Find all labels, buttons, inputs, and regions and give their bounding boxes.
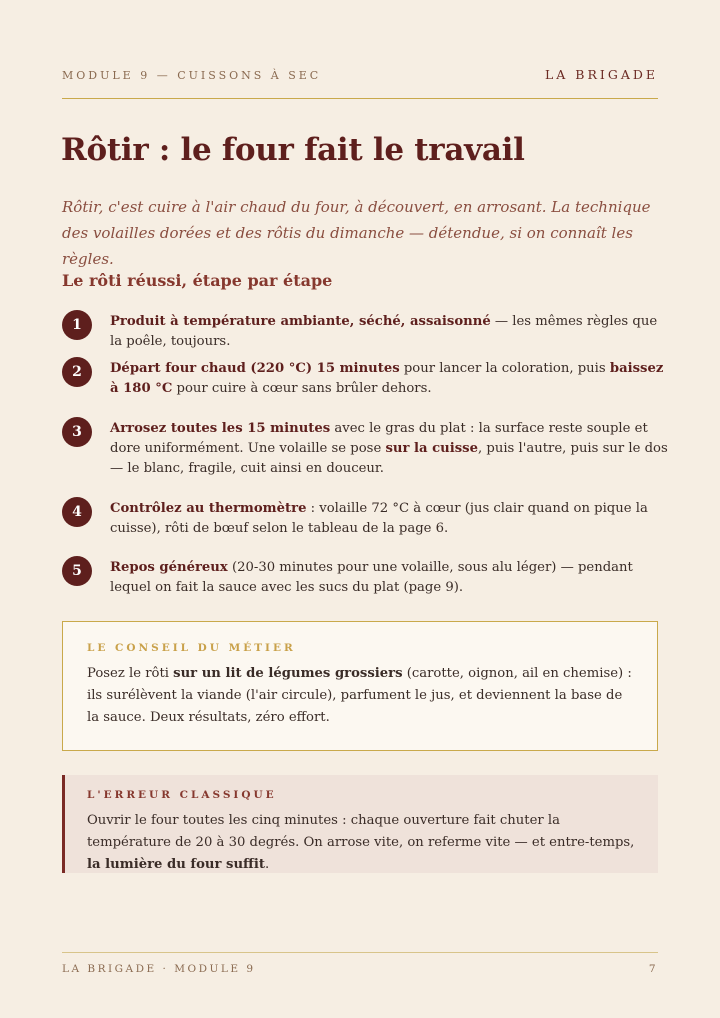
step-item bbox=[62, 419, 672, 479]
step-item bbox=[62, 558, 672, 598]
warning-callout-title: L'ERREUR CLASSIQUE bbox=[87, 789, 277, 801]
step-text bbox=[110, 419, 672, 479]
footer-label: LA BRIGADE · MODULE 9 bbox=[62, 963, 256, 975]
step-item bbox=[62, 499, 672, 539]
step-item bbox=[62, 312, 672, 352]
step-emphasis: Arrosez toutes les 15 minutes bbox=[110, 421, 331, 436]
page-title: Rôtir : le four fait le travail bbox=[61, 132, 525, 168]
page-number: 7 bbox=[648, 963, 658, 975]
step-emphasis: sur la cuisse bbox=[385, 441, 479, 456]
warning-callout-text bbox=[87, 810, 636, 876]
warning-emphasis: la lumière du four suffit bbox=[87, 857, 265, 872]
step-body: : volaille 72 °C à cœur (jus clair quand on pique la cuisse), rôti de bœuf selon le tableau de la page 6. bbox=[110, 501, 648, 536]
page-footer bbox=[62, 952, 658, 975]
step-body: , puis l'autre, puis sur le dos — le blanc, fragile, cuit ainsi en douceur. bbox=[110, 441, 668, 476]
step-body: pour cuire à cœur sans brûler dehors. bbox=[172, 381, 432, 396]
lede-paragraph: Rôtir, c'est cuire à l'air chaud du four, à découvert, en arrosant. La technique des volailles dorées et des rôtis du dimanche — détendue, si on connaît les règles. bbox=[62, 198, 651, 268]
step-emphasis: baissez à 180 °C bbox=[110, 361, 664, 396]
section-title: Le rôti réussi, étape par étape bbox=[62, 271, 333, 290]
warning-body: . bbox=[264, 857, 270, 872]
warning-callout bbox=[62, 775, 658, 873]
step-emphasis: Contrôlez au thermomètre bbox=[110, 501, 307, 516]
step-body: (20-30 minutes pour une volaille, sous alu léger) — pendant lequel on fait la sauce avec les sucs du plat (page 9). bbox=[110, 560, 633, 595]
brand-label: LA BRIGADE bbox=[545, 67, 658, 82]
tip-callout-text bbox=[87, 663, 633, 729]
step-item bbox=[62, 359, 672, 399]
module-label: MODULE 9 — CUISSONS À SEC bbox=[62, 69, 322, 82]
step-text bbox=[110, 499, 672, 539]
step-body: avec le gras du plat : la surface reste souple et dore uniformément. Une volaille se pose bbox=[110, 421, 648, 456]
step-number-badge: 3 bbox=[62, 417, 92, 447]
step-number-badge: 1 bbox=[62, 310, 92, 340]
step-emphasis: Produit à température ambiante, séché, assaisonné bbox=[110, 314, 491, 329]
tip-emphasis: sur un lit de légumes grossiers bbox=[173, 666, 403, 681]
warning-body: Ouvrir le four toutes les cinq minutes : chaque ouverture fait chuter la température de 20 à 30 degrés. On arrose vite, on referme vite — et entre-temps, bbox=[87, 813, 635, 850]
step-body: pour lancer la coloration, puis bbox=[399, 361, 610, 376]
step-number-badge: 5 bbox=[62, 556, 92, 586]
step-body: — les mêmes règles que la poêle, toujours. bbox=[110, 314, 658, 349]
tip-callout bbox=[62, 621, 658, 751]
step-text bbox=[110, 312, 672, 352]
step-number-badge: 2 bbox=[62, 357, 92, 387]
step-number-badge: 4 bbox=[62, 497, 92, 527]
step-text bbox=[110, 558, 672, 598]
step-emphasis: Départ four chaud (220 °C) 15 minutes bbox=[110, 361, 400, 376]
tip-body: Posez le rôti bbox=[87, 666, 174, 681]
step-text bbox=[110, 359, 672, 399]
step-emphasis: Repos généreux bbox=[110, 560, 228, 575]
tip-body: (carotte, oignon, ail en chemise) : ils surélèvent la viande (l'air circule), parfument le jus, et deviennent la base de la sauce. Deux résultats, zéro effort. bbox=[87, 666, 632, 725]
tip-callout-title: LE CONSEIL DU MÉTIER bbox=[87, 642, 296, 654]
page-header bbox=[62, 62, 658, 99]
